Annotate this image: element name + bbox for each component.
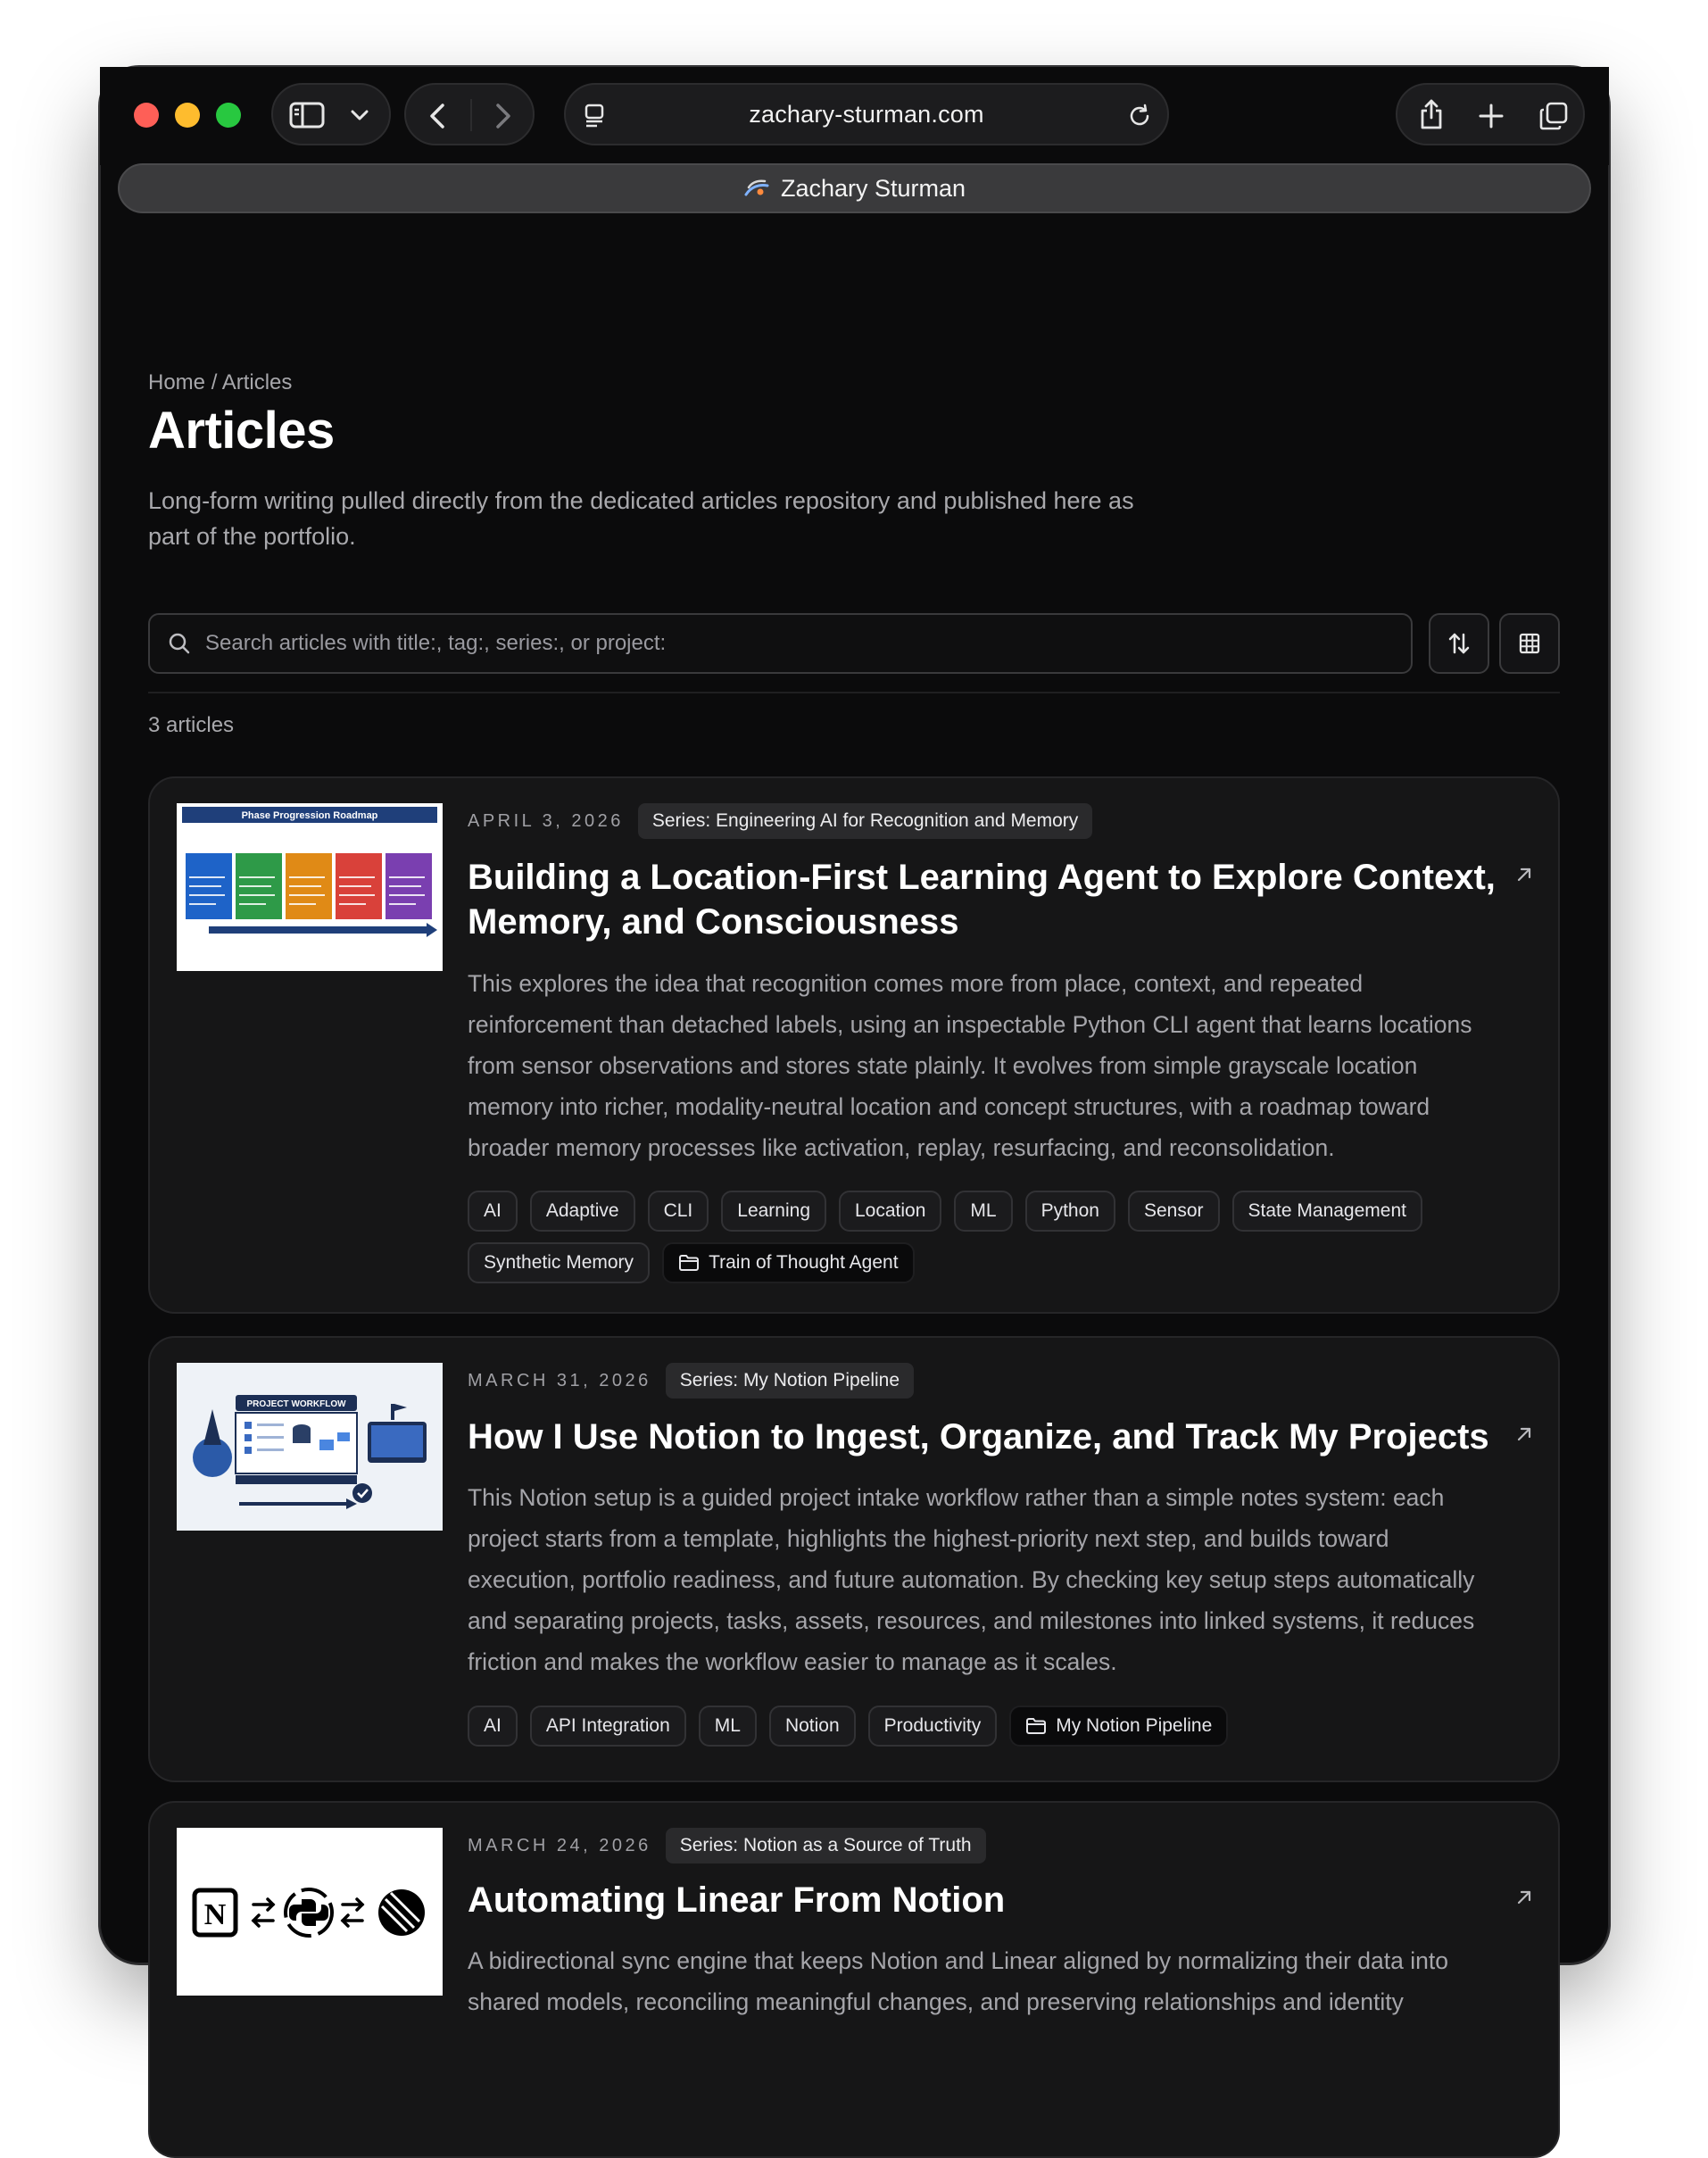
series-badge[interactable]: Series: My Notion Pipeline — [666, 1363, 914, 1399]
sort-arrows-icon — [1447, 631, 1472, 656]
zoom-window-button[interactable] — [216, 103, 241, 128]
browser-toolbar — [100, 67, 1609, 202]
tag-chip[interactable]: Productivity — [868, 1706, 998, 1747]
sort-button[interactable] — [1429, 613, 1489, 674]
folder-icon — [1025, 1717, 1047, 1735]
tab-overview-icon[interactable] — [1538, 101, 1569, 131]
tag-list — [468, 1706, 1228, 1747]
tag-list — [468, 1191, 1496, 1283]
project-label: Train of Thought Agent — [709, 1252, 899, 1273]
tag-chip[interactable]: ML — [954, 1191, 1012, 1232]
tag-chip[interactable]: CLI — [648, 1191, 709, 1232]
tag-chip[interactable]: Location — [839, 1191, 941, 1232]
tag-chip[interactable]: Synthetic Memory — [468, 1242, 650, 1283]
url-text[interactable]: zachary-sturman.com — [749, 100, 984, 128]
article-card[interactable] — [148, 1336, 1560, 1782]
tag-chip[interactable]: Python — [1025, 1191, 1115, 1232]
external-link-icon[interactable] — [1515, 1425, 1533, 1443]
workflow-thumbnail-icon — [177, 1363, 443, 1531]
tag-chip[interactable]: Sensor — [1128, 1191, 1220, 1232]
tag-chip[interactable]: API Integration — [530, 1706, 686, 1747]
article-date: MARCH 24, 2026 — [468, 1835, 651, 1855]
sidebar-icon — [289, 101, 325, 129]
article-thumbnail[interactable] — [177, 1828, 443, 1996]
browser-window — [100, 67, 1609, 2015]
minimize-window-button[interactable] — [175, 103, 200, 128]
share-icon[interactable] — [1417, 97, 1446, 131]
forward-arrow-icon[interactable] — [490, 103, 515, 129]
active-tab[interactable] — [118, 163, 1591, 213]
divider — [148, 692, 1560, 693]
thumb-title: PROJECT WORKFLOW — [246, 1399, 346, 1409]
tab-title: Zachary Sturman — [780, 174, 966, 202]
roadmap-thumbnail-icon — [177, 803, 443, 971]
notion-linear-sync-icon — [177, 1828, 443, 1996]
folder-icon — [678, 1254, 700, 1272]
article-summary: A bidirectional sync engine that keeps Notion and Linear aligned by normalizing their data into shared models, reconciling meaningful changes, and preserving relationships and identity — [468, 1947, 1448, 2015]
history-navigation — [404, 83, 535, 145]
page-title: Articles — [148, 402, 335, 460]
search-box[interactable] — [148, 613, 1413, 674]
nav-separator — [470, 99, 472, 131]
project-link[interactable] — [1009, 1706, 1228, 1747]
tag-chip[interactable]: AI — [468, 1706, 518, 1747]
grid-icon — [1518, 632, 1541, 655]
grid-view-button[interactable] — [1499, 613, 1560, 674]
series-badge[interactable]: Series: Engineering AI for Recognition and Memory — [638, 803, 1092, 839]
tag-chip[interactable]: State Management — [1232, 1191, 1422, 1232]
project-label: My Notion Pipeline — [1056, 1715, 1213, 1736]
external-link-icon[interactable] — [1515, 1888, 1533, 1906]
page-settings-icon[interactable] — [582, 103, 609, 129]
address-bar[interactable] — [564, 83, 1169, 145]
article-summary: This Notion setup is a guided project intake workflow rather than a simple notes system: each project starts from a template, highlights the highest-priority next step, and builds toward execution, portfolio readiness, and future automation. By checking key setup steps automatically and separating projects, tasks, assets, resources, and milestones into linked systems, it reduces friction and makes the workflow easier to manage as it scales. — [468, 1484, 1475, 1675]
article-date: APRIL 3, 2026 — [468, 810, 624, 831]
article-thumbnail[interactable] — [177, 803, 443, 971]
chevron-down-icon[interactable] — [350, 108, 369, 122]
back-arrow-icon[interactable] — [426, 103, 451, 129]
article-count: 3 articles — [148, 713, 235, 737]
article-card[interactable] — [148, 776, 1560, 1314]
site-favicon-icon — [743, 177, 770, 200]
article-summary: This explores the idea that recognition comes more from place, context, and repeated reinforcement than detached labels, using an inspectable Python CLI agent that learns locations from sensor observations and stores state plainly. It evolves from simple grayscale location memory into richer, modality-neutral location and concept structures, with a roadmap toward broader memory processes like activation, replay, resurfacing, and reconsolidation. — [468, 970, 1472, 1161]
project-link[interactable] — [662, 1242, 914, 1283]
tag-chip[interactable]: ML — [699, 1706, 757, 1747]
tag-chip[interactable]: Learning — [721, 1191, 826, 1232]
article-title[interactable]: Building a Location-First Learning Agent to Explore Context, Memory, and Consciousness — [468, 858, 1496, 942]
article-title[interactable]: How I Use Notion to Ingest, Organize, and Track My Projects — [468, 1417, 1489, 1457]
tag-chip[interactable]: Notion — [769, 1706, 856, 1747]
page-description: Long-form writing pulled directly from the dedicated articles repository and published here as part of the portfolio. — [148, 487, 1134, 550]
svg-text:N: N — [203, 1898, 227, 1931]
article-title[interactable]: Automating Linear From Notion — [468, 1880, 1006, 1920]
tag-chip[interactable]: AI — [468, 1191, 518, 1232]
sidebar-toggle-button[interactable] — [271, 83, 391, 145]
thumb-title: Phase Progression Roadmap — [241, 810, 378, 821]
external-link-icon[interactable] — [1515, 866, 1533, 884]
series-badge[interactable]: Series: Notion as a Source of Truth — [666, 1828, 986, 1863]
reload-icon[interactable] — [1126, 103, 1153, 129]
new-tab-icon[interactable] — [1478, 103, 1505, 129]
article-card[interactable] — [148, 1801, 1560, 2158]
breadcrumb[interactable]: Home / Articles — [148, 370, 293, 394]
search-icon — [168, 632, 191, 655]
close-window-button[interactable] — [134, 103, 159, 128]
article-thumbnail[interactable] — [177, 1363, 443, 1531]
browser-actions — [1396, 83, 1585, 145]
article-date: MARCH 31, 2026 — [468, 1370, 651, 1390]
search-input[interactable] — [203, 630, 1367, 657]
tag-chip[interactable]: Adaptive — [530, 1191, 635, 1232]
